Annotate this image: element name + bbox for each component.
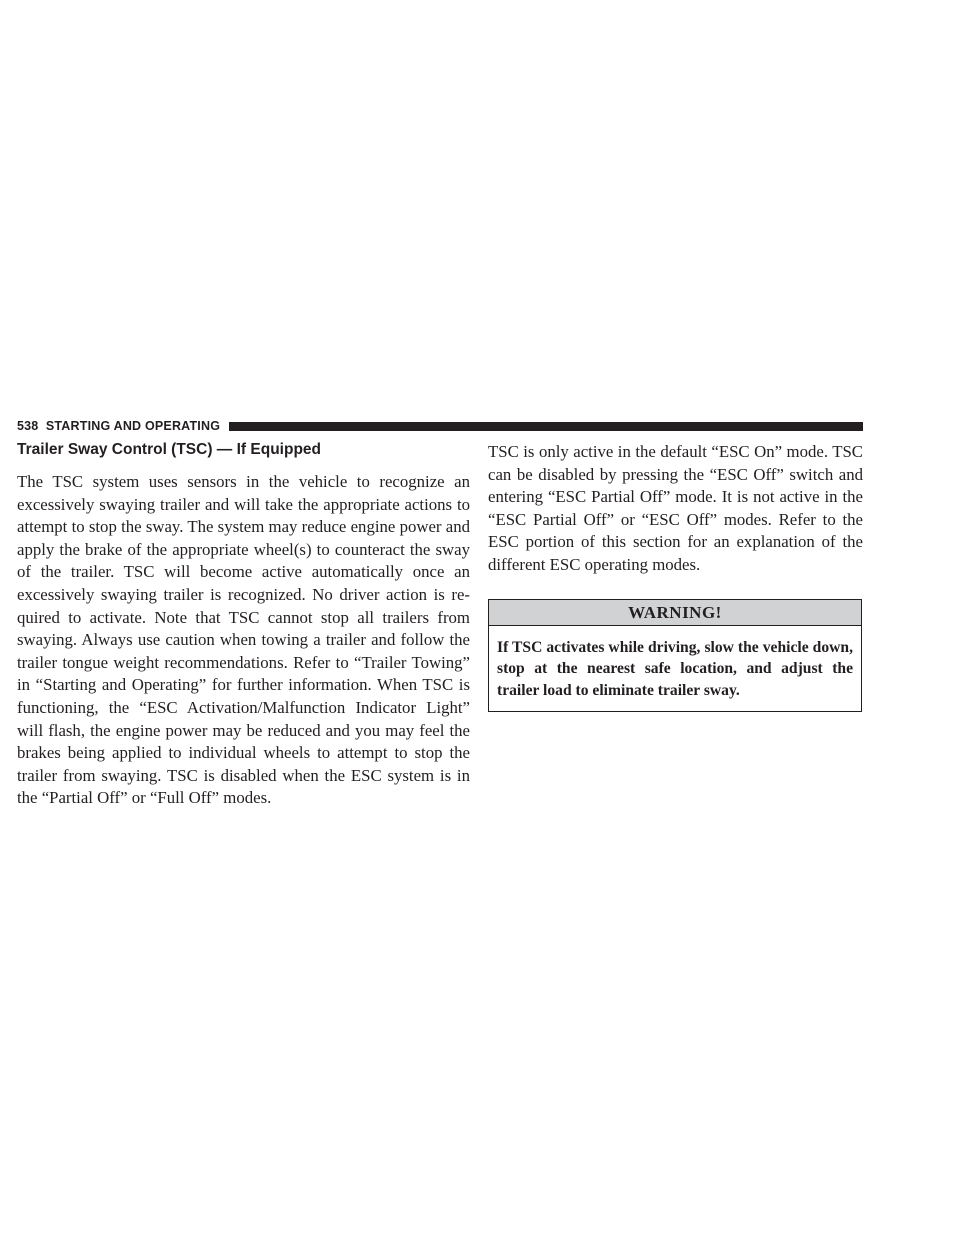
page-header-text: [17, 419, 220, 433]
warning-box: [488, 599, 862, 713]
left-column: [17, 441, 470, 810]
tsc-mode-paragraph: TSC is only active in the default “ESC On” mode. TSC can be disabled by pressing the “ESC Off” switch and entering “ESC Partial Off” mode. It is not active in the “ESC Partial Off” or “ESC Off” modes. Refer to the ESC portion of this section for an explanation of the different ESC operating modes.: [488, 442, 863, 574]
warning-title: WARNING!: [489, 600, 861, 626]
page-number: 538: [17, 419, 39, 433]
right-column: [488, 441, 863, 712]
warning-text: If TSC activates while driving, slow the vehicle down, stop at the nearest safe location, and adjust the trailer load to eliminate trailer sway.: [497, 638, 853, 699]
page-header: [17, 418, 863, 434]
header-rule: [229, 422, 863, 431]
section-title: Trailer Sway Control (TSC) — If Equipped: [17, 441, 321, 458]
tsc-description-paragraph: The TSC system uses sensors in the vehicle to recognize an excessively swaying trailer and will take the appropriate actions to attempt to stop the sway. The system may reduce engine power and apply the brake of the appropriate wheel(s) to counteract the sway of the trailer. TSC will become active automatically once an excessively swaying trailer is recognized. No driver action is required to activate. Note that TSC cannot stop all trailers from swaying. Always use caution when towing a trailer and follow the trailer tongue weight recommendations. Refer to “Trailer Towing” in “Starting and Operating” for further information. When TSC is functioning, the “ESC Activation/Malfunction Indicator Light” will flash, the engine power may be reduced and you may feel the brakes being applied to individual wheels to attempt to stop the trailer from swaying. TSC is disabled when the ESC system is in the “Partial Off” or “Full Off” modes.: [17, 472, 470, 808]
section-name: STARTING AND OPERATING: [45, 419, 221, 433]
